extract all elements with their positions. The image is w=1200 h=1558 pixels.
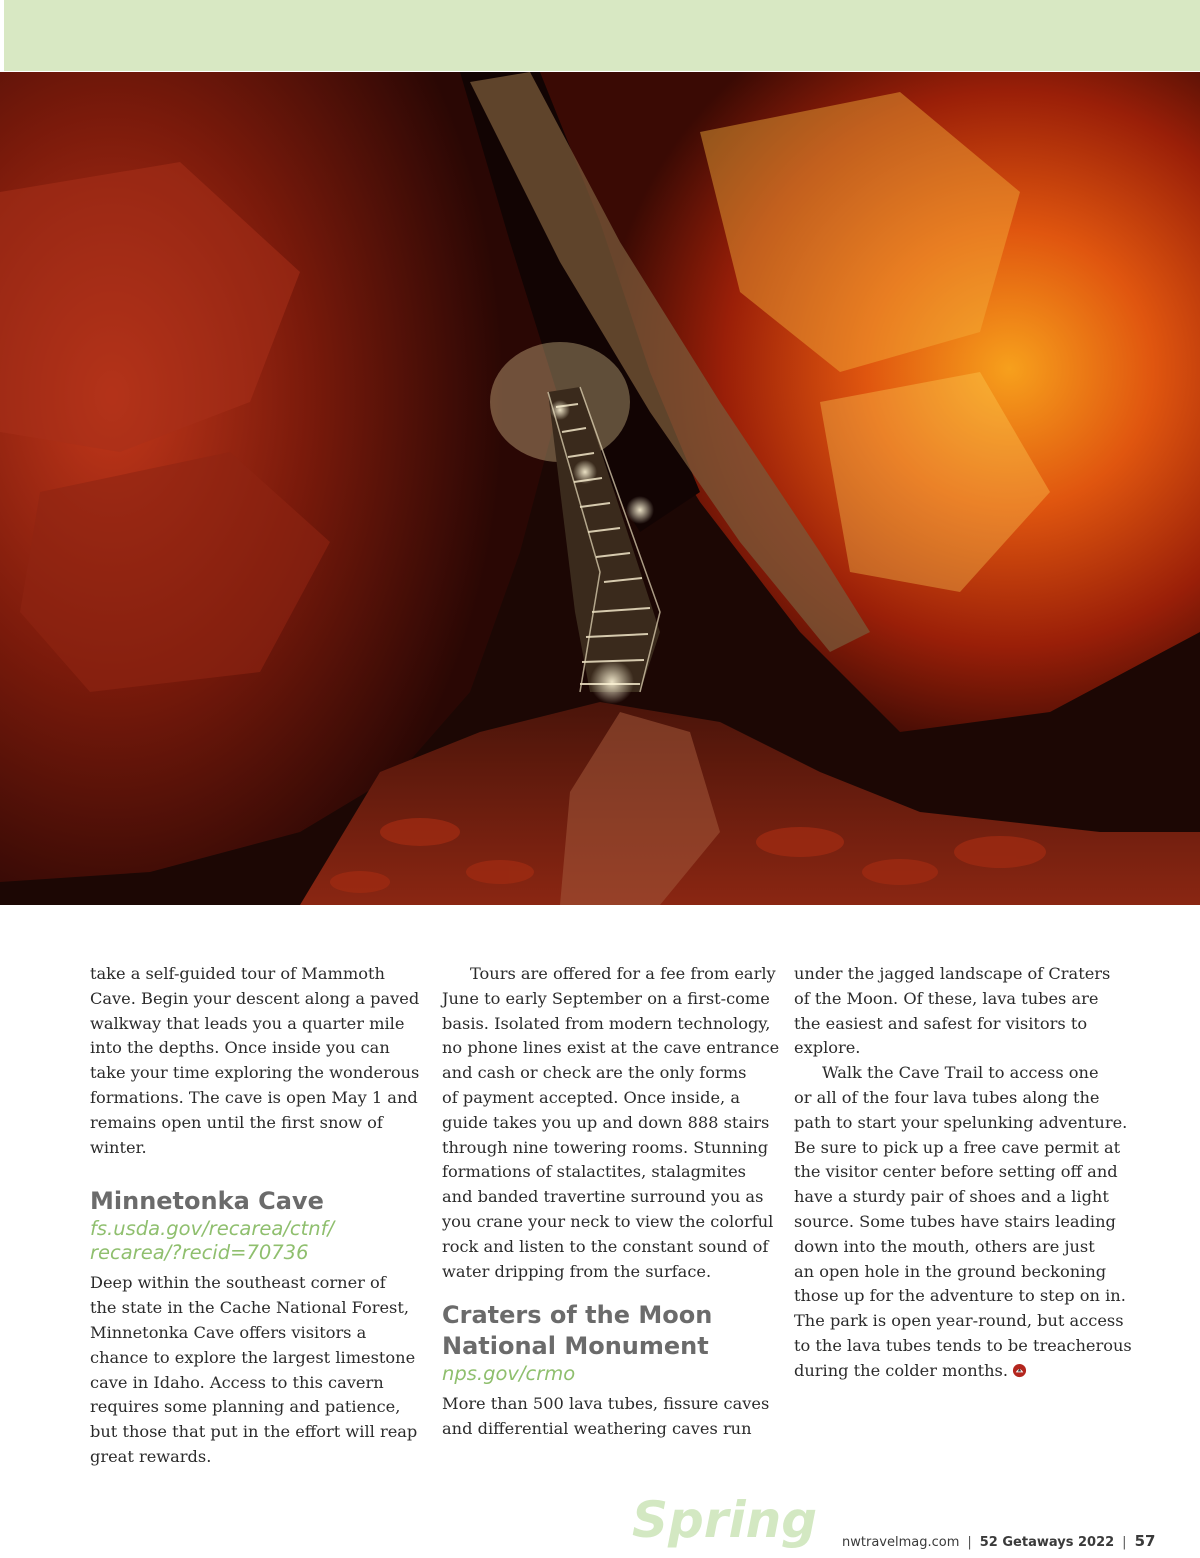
body-line: and cash or check are the only forms (442, 1063, 747, 1083)
body-line: to the lava tubes tends to be treacherous (794, 1335, 1132, 1355)
body-line: Be sure to pick up a free cave permit at (794, 1137, 1121, 1157)
body-line: The park is open year-round, but access (794, 1311, 1124, 1331)
body-line: walkway that leads you a quarter mile (90, 1013, 405, 1033)
tours-paragraph (442, 962, 780, 1284)
url-line[interactable]: recarea/?recid=70736 (90, 1241, 309, 1265)
body-line: the state in the Cache National Forest, (90, 1298, 410, 1318)
page-footer (842, 1532, 1155, 1552)
body-line: and banded travertine surround you as (442, 1187, 764, 1207)
text-column-1 (90, 962, 420, 1470)
body-line: Walk the Cave Trail to access one (822, 1063, 1099, 1083)
heading-line: Craters of the Moon (442, 1301, 713, 1330)
page-number: 57 (1134, 1532, 1156, 1550)
body-line-text: during the colder months. (794, 1360, 1009, 1380)
footer-divider: | (967, 1535, 972, 1550)
top-color-band (4, 0, 1200, 71)
footer-issue: 52 Getaways 2022 (979, 1535, 1115, 1550)
body-line: formations of stalactites, stalagmites (442, 1162, 746, 1182)
heading-line: National Monument (442, 1332, 709, 1361)
craters-paragraph (442, 1392, 770, 1442)
cave-trail-paragraph (794, 1061, 1132, 1383)
craters-url[interactable]: nps.gov/crmo (442, 1362, 576, 1386)
body-line: More than 500 lava tubes, fissure caves (442, 1394, 770, 1414)
body-line: explore. (794, 1038, 861, 1058)
craters-continued-paragraph (794, 962, 1112, 1061)
body-line: cave in Idaho. Access to this cavern (90, 1372, 384, 1392)
body-line: have a sturdy pair of shoes and a light (794, 1187, 1109, 1207)
body-line: Cave. Begin your descent along a paved (90, 988, 420, 1008)
body-line: remains open until the first snow of (90, 1112, 383, 1132)
body-line: winter. (90, 1137, 147, 1157)
body-line: or all of the four lava tubes along the (794, 1087, 1100, 1107)
body-line: Tours are offered for a fee from early (470, 964, 776, 983)
body-line: the visitor center before setting off and (794, 1162, 1118, 1182)
caption-text: Minnetonka Cave, Cache National Forest, ID (91, 931, 399, 947)
body-line: of the Moon. Of these, lava tubes are (794, 988, 1099, 1008)
body-line: take your time exploring the wonderous (90, 1063, 420, 1083)
body-line: chance to explore the largest limestone (90, 1347, 416, 1367)
body-line: and differential weathering caves run (442, 1419, 752, 1439)
minnetonka-heading: Minnetonka Cave (90, 1187, 324, 1216)
body-line: path to start your spelunking adventure. (794, 1112, 1128, 1132)
body-line: the easiest and safest for visitors to (794, 1013, 1088, 1033)
footer-divider: | (1122, 1535, 1127, 1550)
craters-heading (442, 1300, 760, 1362)
body-line: no phone lines exist at the cave entrance (442, 1038, 780, 1058)
cave-illustration (0, 72, 1200, 905)
body-line: but those that put in the effort will reap (90, 1422, 418, 1442)
section-label-spring: Spring (632, 1491, 817, 1549)
body-line: an open hole in the ground beckoning (794, 1261, 1107, 1281)
body-line: of payment accepted. Once inside, a (442, 1087, 740, 1107)
body-line: rock and listen to the constant sound of (442, 1236, 769, 1256)
body-line: those up for the adventure to step on in. (794, 1286, 1126, 1306)
body-line: water dripping from the surface. (442, 1261, 712, 1281)
end-mark-icon (1012, 1363, 1027, 1378)
body-line: through nine towering rooms. Stunning (442, 1137, 769, 1157)
minnetonka-paragraph (90, 1271, 418, 1469)
url-line[interactable]: fs.usda.gov/recarea/ctnf/ (90, 1217, 335, 1241)
body-line: down into the mouth, others are just (794, 1236, 1095, 1256)
body-line: take a self-guided tour of Mammoth (90, 964, 385, 983)
body-line: formations. The cave is open May 1 and (90, 1087, 418, 1107)
body-line: source. Some tubes have stairs leading (794, 1211, 1116, 1231)
body-line: Deep within the southeast corner of (90, 1273, 386, 1293)
mammoth-paragraph (90, 962, 420, 1160)
body-line: under the jagged landscape of Craters (794, 964, 1111, 983)
photo-credit: © Visit Idaho (91, 949, 157, 960)
photo-caption (91, 930, 399, 961)
body-line-last (794, 1359, 1112, 1384)
text-column-2 (442, 962, 780, 1442)
body-line: June to early September on a first-come (442, 988, 770, 1008)
body-line: you crane your neck to view the colorful (442, 1211, 774, 1231)
body-line: basis. Isolated from modern technology, (442, 1013, 771, 1033)
cave-photo (0, 72, 1200, 960)
footer-site[interactable]: nwtravelmag.com (842, 1535, 960, 1550)
body-line: great rewards. (90, 1446, 212, 1466)
body-line: Minnetonka Cave offers visitors a (90, 1322, 367, 1342)
minnetonka-url[interactable] (90, 1217, 408, 1265)
body-line: requires some planning and patience, (90, 1397, 401, 1417)
body-line: guide takes you up and down 888 stairs (442, 1112, 770, 1132)
body-line: into the depths. Once inside you can (90, 1038, 390, 1058)
text-column-3 (794, 962, 1132, 1384)
